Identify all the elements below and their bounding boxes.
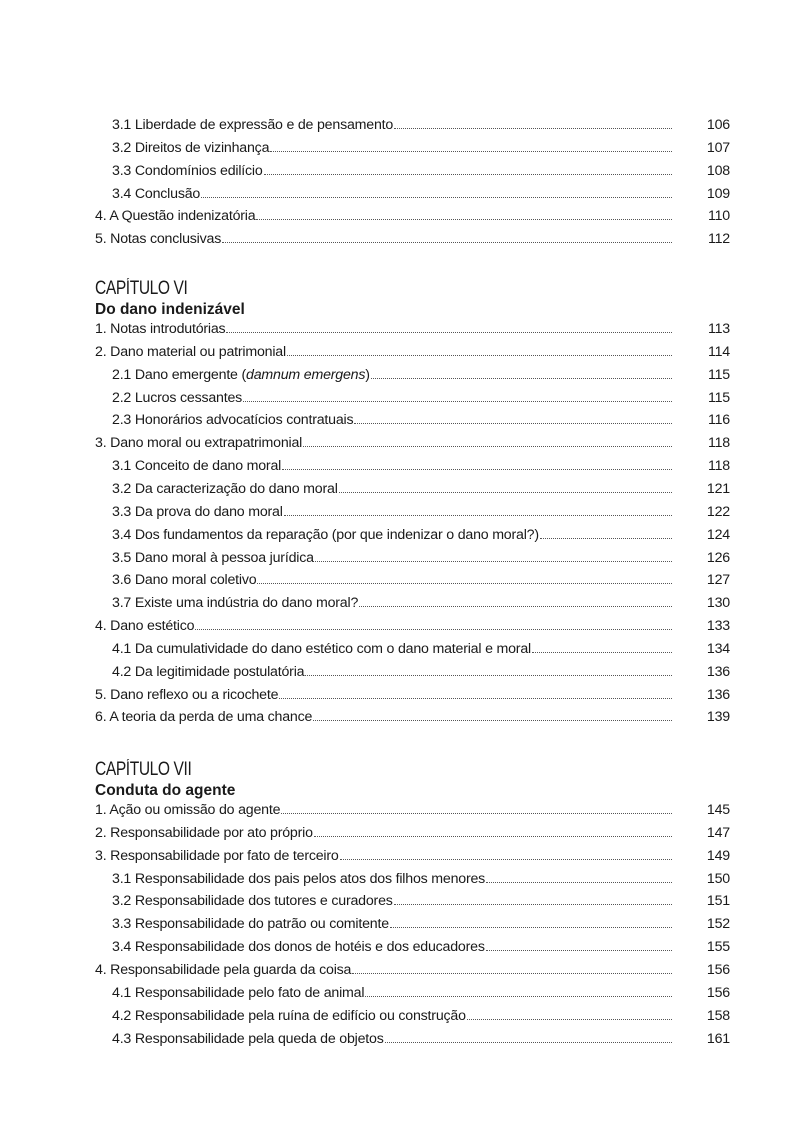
toc-entry-title-text: 2. Dano material ou patrimonial xyxy=(95,343,286,360)
dot-leader xyxy=(313,719,672,721)
dot-leader xyxy=(195,628,672,630)
toc-entry-title-text: 3.4 Responsabilidade dos donos de hotéis e dos educadores xyxy=(112,939,485,956)
dot-leader xyxy=(201,196,672,198)
toc-entry[interactable] xyxy=(95,934,730,956)
toc-entry[interactable] xyxy=(95,453,730,475)
dot-leader xyxy=(279,697,672,699)
toc-entry-title-text: 4. Responsabilidade pela guarda da coisa xyxy=(95,961,352,978)
toc-entry[interactable] xyxy=(95,226,730,248)
toc-entry-page-number: 139 xyxy=(706,709,730,726)
toc-entry-title-text: 4.2 Responsabilidade pela ruína de edifício ou construção xyxy=(112,1007,466,1024)
toc-entry-page-number: 149 xyxy=(706,847,730,864)
toc-entry-title xyxy=(95,640,531,658)
toc-entry[interactable] xyxy=(95,362,730,384)
toc-entry-title xyxy=(95,411,353,429)
chapter-6-label: CAPÍTULO VI xyxy=(95,278,188,299)
toc-entry-title-text: ) xyxy=(365,366,370,383)
toc-entry-title xyxy=(95,594,358,612)
chapter-7-label: CAPÍTULO VII xyxy=(95,759,192,780)
toc-entry-title-text: 4.3 Responsabilidade pela queda de objetos xyxy=(112,1030,384,1047)
toc-entry-title-text: 3.2 Da caracterização do dano moral xyxy=(112,480,338,497)
toc-entry-title xyxy=(95,847,339,865)
toc-entry-title xyxy=(95,686,278,704)
toc-entry-title-text: 5. Notas conclusivas xyxy=(95,231,222,248)
dot-leader xyxy=(305,674,672,676)
toc-entry[interactable] xyxy=(95,590,730,612)
toc-entry-page-number: 134 xyxy=(706,640,730,657)
dot-leader xyxy=(532,651,672,653)
toc-entry[interactable] xyxy=(95,888,730,910)
dot-leader xyxy=(359,605,672,607)
toc-entry-title xyxy=(95,503,283,521)
toc-entry-page-number: 155 xyxy=(706,939,730,956)
toc-entry[interactable] xyxy=(95,613,730,635)
toc-entry-title xyxy=(95,480,338,498)
dot-leader xyxy=(339,491,672,493)
dot-leader xyxy=(390,926,672,928)
toc-entry-title xyxy=(95,801,280,819)
toc-entry-title xyxy=(95,663,304,681)
toc-entry[interactable] xyxy=(95,820,730,842)
toc-entry-page-number: 124 xyxy=(706,526,730,543)
toc-entry[interactable] xyxy=(95,911,730,933)
dot-leader xyxy=(282,468,672,470)
toc-entry-page-number: 122 xyxy=(706,503,730,520)
dot-leader xyxy=(256,218,672,220)
dot-leader xyxy=(385,1041,672,1043)
toc-entry[interactable] xyxy=(95,112,730,134)
toc-entry[interactable] xyxy=(95,158,730,180)
toc-entry-page-number: 113 xyxy=(707,321,730,337)
toc-entry[interactable] xyxy=(95,682,730,704)
toc-entry[interactable] xyxy=(95,181,730,203)
toc-entry-title-text: 3.1 Responsabilidade dos pais pelos atos dos filhos menores xyxy=(112,870,486,887)
toc-entry-title-text: 3.1 Conceito de dano moral xyxy=(112,458,282,475)
toc-entry-page-number: 156 xyxy=(706,961,730,978)
toc-entry-title-text: 5. Dano reflexo ou a ricochete xyxy=(95,686,279,703)
toc-entry-page-number: 108 xyxy=(706,162,730,179)
toc-entry-title-text: 3.3 Responsabilidade do patrão ou comitente xyxy=(112,916,389,933)
toc-entry[interactable] xyxy=(95,499,730,521)
toc-entry[interactable] xyxy=(95,135,730,157)
toc-entry-title xyxy=(95,1007,466,1025)
toc-entry-title-text: 2.1 Dano emergente ( xyxy=(112,366,247,383)
toc-entry[interactable] xyxy=(95,476,730,498)
toc-entry-title-text: 4.1 Responsabilidade pelo fato de animal xyxy=(112,984,365,1001)
toc-entry-page-number: 145 xyxy=(706,802,730,818)
toc-entry-title-text: 1. Notas introdutórias xyxy=(95,321,226,337)
toc-entry-title xyxy=(95,116,393,134)
toc-entry-title-text: 3.2 Direitos de vizinhança xyxy=(112,139,270,156)
toc-entry[interactable] xyxy=(95,843,730,865)
dot-leader xyxy=(394,127,672,129)
toc-entry[interactable] xyxy=(95,636,730,658)
dot-leader xyxy=(467,1018,672,1020)
toc-entry-page-number: 133 xyxy=(706,618,730,635)
toc-entry-title xyxy=(95,207,255,225)
toc-entry-title xyxy=(95,961,351,979)
toc-entry-title-italic: damnum emergens xyxy=(246,366,366,383)
toc-entry-page-number: 152 xyxy=(706,916,730,933)
dot-leader xyxy=(354,422,672,424)
dot-leader xyxy=(284,514,672,516)
toc-entry-page-number: 127 xyxy=(706,572,730,589)
toc-entry-page-number: 109 xyxy=(706,185,730,202)
toc-entry-title xyxy=(95,139,269,157)
toc-entry-title-text: 4.2 Da legitimidade postulatória xyxy=(112,663,305,680)
dot-leader xyxy=(257,582,672,584)
toc-entry-page-number: 136 xyxy=(706,686,730,703)
toc-entry-title-text: 3.7 Existe uma indústria do dano moral? xyxy=(112,595,359,612)
toc-entry[interactable] xyxy=(95,980,730,1002)
toc-entry-title-text: 3. Dano moral ou extrapatrimonial xyxy=(95,435,303,452)
toc-entry-page-number: 121 xyxy=(706,480,730,497)
dot-leader xyxy=(394,903,672,905)
toc-entry-title xyxy=(95,984,364,1002)
toc-entry-title-text: 4. Dano estético xyxy=(95,618,195,635)
toc-entry-title-text: 2.3 Honorários advocatícios contratuais xyxy=(112,412,354,429)
dot-leader xyxy=(281,812,672,814)
toc-entry-title-text: 3.4 Conclusão xyxy=(112,185,201,202)
toc-entry-page-number: 151 xyxy=(706,893,730,910)
chapter-6-title: Do dano indenizável xyxy=(95,301,245,318)
toc-entry-page-number: 130 xyxy=(706,595,730,612)
toc-entry-title xyxy=(95,617,194,635)
toc-entry-title xyxy=(95,915,389,933)
toc-entry-title xyxy=(95,320,225,338)
toc-entry[interactable] xyxy=(95,866,730,888)
dot-leader xyxy=(365,995,672,997)
dot-leader xyxy=(314,835,672,837)
toc-entry-title-text: 1. Ação ou omissão do agente xyxy=(95,802,281,818)
toc-entry-title-text: 2.2 Lucros cessantes xyxy=(112,389,243,406)
toc-entry-title xyxy=(95,162,263,180)
toc-entry-title-text: 3.1 Liberdade de expressão e de pensamento xyxy=(112,117,394,133)
toc-entry-page-number: 158 xyxy=(706,1007,730,1024)
dot-leader xyxy=(287,354,672,356)
toc-entry[interactable] xyxy=(95,522,730,544)
dot-leader xyxy=(303,445,672,447)
toc-entry-page-number: 107 xyxy=(706,139,730,156)
dot-leader xyxy=(264,173,672,175)
toc-entry-title xyxy=(95,434,302,452)
toc-entry-title xyxy=(95,185,200,203)
toc-entry[interactable] xyxy=(95,545,730,567)
dot-leader xyxy=(270,150,672,152)
toc-entry-title xyxy=(95,549,314,567)
toc-entry-title xyxy=(95,457,281,475)
toc-entry-title-text: 6. A teoria da perda de uma chance xyxy=(95,709,313,726)
toc-entry-page-number: 106 xyxy=(706,117,730,133)
toc-entry-title-text: 3.6 Dano moral coletivo xyxy=(112,572,257,589)
toc-entry[interactable] xyxy=(95,430,730,452)
toc-entry[interactable] xyxy=(95,957,730,979)
toc-entry[interactable] xyxy=(95,797,730,819)
toc-entry-page-number: 147 xyxy=(706,824,730,841)
dot-leader xyxy=(371,377,672,379)
toc-entry-page-number: 115 xyxy=(707,366,730,383)
dot-leader xyxy=(243,400,672,402)
toc-entry-title-text: 4.1 Da cumulatividade do dano estético com o dano material e moral xyxy=(112,640,531,657)
toc-entry[interactable] xyxy=(95,385,730,407)
toc-entry-page-number: 150 xyxy=(706,870,730,887)
toc-entry-title xyxy=(95,389,242,407)
toc-entry-page-number: 110 xyxy=(707,208,730,225)
toc-entry-title-text: 3.3 Condomínios edilício xyxy=(112,162,263,179)
toc-entry-title xyxy=(95,230,221,248)
toc-entry-title xyxy=(95,708,312,726)
dot-leader xyxy=(226,331,672,333)
toc-entry-page-number: 116 xyxy=(707,412,730,429)
toc-entry[interactable] xyxy=(95,567,730,589)
dot-leader xyxy=(222,241,672,243)
toc-entry-page-number: 112 xyxy=(707,231,730,248)
toc-entry-title xyxy=(95,892,393,910)
toc-entry-title xyxy=(95,824,313,842)
toc-entry-title-text: 3.4 Dos fundamentos da reparação (por que indenizar o dano moral?) xyxy=(112,526,539,543)
dot-leader xyxy=(540,537,672,539)
dot-leader xyxy=(352,972,672,974)
toc-entry-page-number: 161 xyxy=(706,1030,730,1047)
toc-entry[interactable] xyxy=(95,659,730,681)
toc-entry-title-text: 4. A Questão indenizatória xyxy=(95,208,256,225)
toc-entry[interactable] xyxy=(95,203,730,225)
toc-entry-page-number: 156 xyxy=(706,984,730,1001)
dot-leader xyxy=(486,949,672,951)
toc-entry-title xyxy=(95,343,286,361)
toc-entry[interactable] xyxy=(95,1026,730,1048)
chapter-7-title: Conduta do agente xyxy=(95,782,236,799)
toc-entry-title-text: 3. Responsabilidade por fato de terceiro xyxy=(95,847,339,864)
toc-entry-title-text: 3.3 Da prova do dano moral xyxy=(112,503,283,520)
toc-entry-page-number: 126 xyxy=(706,549,730,566)
dot-leader xyxy=(315,560,672,562)
toc-entry[interactable] xyxy=(95,407,730,429)
toc-entry[interactable] xyxy=(95,316,730,338)
toc-entry-title xyxy=(95,571,256,589)
toc-entry-title xyxy=(95,870,485,888)
toc-entry-title xyxy=(95,938,485,956)
toc-entry-page-number: 118 xyxy=(707,435,730,452)
dot-leader xyxy=(340,858,672,860)
toc-entry[interactable] xyxy=(95,339,730,361)
toc-entry-page-number: 118 xyxy=(707,458,730,475)
toc-entry-title xyxy=(95,526,539,544)
toc-entry-title xyxy=(95,366,370,384)
dot-leader xyxy=(486,881,672,883)
toc-entry-title-text: 3.2 Responsabilidade dos tutores e curadores xyxy=(112,893,393,910)
toc-entry[interactable] xyxy=(95,704,730,726)
toc-entry-title xyxy=(95,1030,384,1048)
toc-entry-page-number: 136 xyxy=(706,663,730,680)
toc-entry-title-text: 2. Responsabilidade por ato próprio xyxy=(95,824,313,841)
toc-entry-page-number: 115 xyxy=(707,389,730,406)
toc-entry-title-text: 3.5 Dano moral à pessoa jurídica xyxy=(112,549,314,566)
toc-entry[interactable] xyxy=(95,1003,730,1025)
toc-entry-page-number: 114 xyxy=(707,343,730,360)
